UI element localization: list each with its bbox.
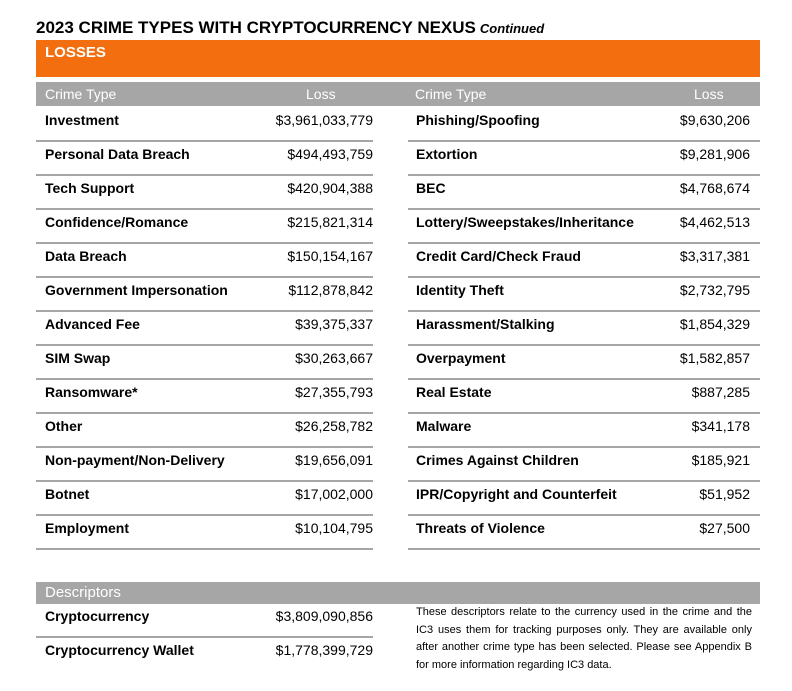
- crime-type-left: Non-payment/Non-Delivery: [45, 452, 225, 468]
- header-crime-type-right: Crime Type: [415, 86, 487, 102]
- row-divider-right: [408, 208, 760, 210]
- crime-type-left: Other: [45, 418, 83, 434]
- table-row: [36, 246, 760, 280]
- descriptor-divider: [36, 636, 373, 638]
- row-divider-right: [408, 446, 760, 448]
- loss-right: $4,768,674: [679, 180, 750, 196]
- row-divider-left: [36, 276, 373, 278]
- crime-type-left: Confidence/Romance: [45, 214, 189, 230]
- loss-left: $3,961,033,779: [275, 112, 373, 128]
- row-divider-right: [408, 140, 760, 142]
- header-loss-right: Loss: [694, 86, 724, 102]
- loss-right: $4,462,513: [679, 214, 750, 230]
- crime-type-right: BEC: [416, 180, 446, 196]
- row-divider-left: [36, 548, 373, 550]
- losses-section-label: LOSSES: [45, 44, 106, 61]
- row-divider-right: [408, 480, 760, 482]
- crime-type-left: Employment: [45, 520, 130, 536]
- loss-left: $150,154,167: [287, 248, 373, 264]
- table-row: [36, 382, 760, 416]
- crime-type-right: Harassment/Stalking: [416, 316, 555, 332]
- row-divider-right: [408, 276, 760, 278]
- loss-left: $26,258,782: [295, 418, 373, 434]
- descriptor-name: Cryptocurrency Wallet: [45, 642, 194, 658]
- loss-right: $185,921: [691, 452, 750, 468]
- table-row: [36, 348, 760, 382]
- row-divider-left: [36, 446, 373, 448]
- descriptor-loss: $3,809,090,856: [275, 608, 373, 624]
- table-row: [36, 110, 760, 144]
- loss-left: $112,878,842: [288, 282, 373, 298]
- crime-type-right: Real Estate: [416, 384, 492, 400]
- descriptor-name: Cryptocurrency: [45, 608, 150, 624]
- table-row: [36, 484, 760, 518]
- loss-left: $30,263,667: [295, 350, 373, 366]
- descriptor-loss: $1,778,399,729: [275, 642, 373, 658]
- table-header: [36, 82, 760, 106]
- crime-type-right: Credit Card/Check Fraud: [416, 248, 581, 264]
- table-row: [36, 314, 760, 348]
- table-row: [36, 518, 760, 552]
- crime-type-left: SIM Swap: [45, 350, 111, 366]
- descriptors-bar: [36, 582, 760, 604]
- crime-type-right: Crimes Against Children: [416, 452, 579, 468]
- row-divider-right: [408, 378, 760, 380]
- table-row: [36, 178, 760, 212]
- crime-type-right: Extortion: [416, 146, 478, 162]
- loss-right: $1,854,329: [679, 316, 750, 332]
- loss-right: $51,952: [699, 486, 750, 502]
- crime-type-right: Identity Theft: [416, 282, 504, 298]
- row-divider-left: [36, 208, 373, 210]
- crime-type-left: Botnet: [45, 486, 90, 502]
- loss-right: $341,178: [691, 418, 750, 434]
- table-row: [36, 450, 760, 484]
- table-row: [36, 212, 760, 246]
- row-divider-left: [36, 480, 373, 482]
- crime-type-left: Personal Data Breach: [45, 146, 190, 162]
- row-divider-right: [408, 412, 760, 414]
- loss-left: $39,375,337: [295, 316, 373, 332]
- crime-type-left: Investment: [45, 112, 119, 128]
- loss-left: $19,656,091: [295, 452, 373, 468]
- losses-section-bar: [36, 40, 760, 77]
- crime-type-left: Data Breach: [45, 248, 127, 264]
- crime-type-right: Lottery/Sweepstakes/Inheritance: [416, 214, 634, 230]
- row-divider-left: [36, 412, 373, 414]
- loss-right: $887,285: [691, 384, 750, 400]
- loss-right: $9,630,206: [679, 112, 750, 128]
- loss-right: $27,500: [699, 520, 750, 536]
- loss-right: $2,732,795: [679, 282, 750, 298]
- crime-type-right: Malware: [416, 418, 472, 434]
- row-divider-right: [408, 344, 760, 346]
- crime-type-left: Ransomware*: [45, 384, 138, 400]
- loss-left: $27,355,793: [295, 384, 373, 400]
- table-row: [36, 416, 760, 450]
- header-crime-type-left: Crime Type: [45, 86, 117, 102]
- row-divider-left: [36, 378, 373, 380]
- crime-type-right: Phishing/Spoofing: [416, 112, 540, 128]
- title-text: 2023 CRIME TYPES WITH CRYPTOCURRENCY NEXUS: [36, 18, 476, 37]
- row-divider-left: [36, 242, 373, 244]
- row-divider-right: [408, 514, 760, 516]
- row-divider-left: [36, 140, 373, 142]
- row-divider-right: [408, 242, 760, 244]
- loss-left: $17,002,000: [295, 486, 373, 502]
- loss-right: $9,281,906: [679, 146, 750, 162]
- row-divider-left: [36, 344, 373, 346]
- table-row: [36, 280, 760, 314]
- header-loss-left: Loss: [306, 86, 336, 102]
- page-title: [36, 18, 544, 38]
- crime-type-right: IPR/Copyright and Counterfeit: [416, 486, 617, 502]
- loss-left: $215,821,314: [287, 214, 373, 230]
- title-suffix: Continued: [479, 21, 545, 36]
- table-row: [36, 144, 760, 178]
- crime-type-left: Government Impersonation: [45, 282, 228, 298]
- row-divider-left: [36, 310, 373, 312]
- row-divider-left: [36, 174, 373, 176]
- descriptors-note: These descriptors relate to the currency used in the crime and the IC3 uses them for tracking purposes only. They are available only after another crime type has been selected. Please see Appendix B for more information regarding IC3 data.: [416, 606, 752, 671]
- loss-left: $494,493,759: [287, 146, 373, 162]
- crime-type-right: Overpayment: [416, 350, 506, 366]
- loss-right: $3,317,381: [679, 248, 750, 264]
- row-divider-left: [36, 514, 373, 516]
- row-divider-right: [408, 310, 760, 312]
- loss-left: $420,904,388: [287, 180, 373, 196]
- row-divider-right: [408, 548, 760, 550]
- loss-right: $1,582,857: [679, 350, 750, 366]
- loss-left: $10,104,795: [295, 520, 373, 536]
- crime-type-left: Tech Support: [45, 180, 135, 196]
- descriptors-label: Descriptors: [45, 584, 121, 601]
- crime-type-left: Advanced Fee: [45, 316, 140, 332]
- row-divider-right: [408, 174, 760, 176]
- crime-type-right: Threats of Violence: [416, 520, 545, 536]
